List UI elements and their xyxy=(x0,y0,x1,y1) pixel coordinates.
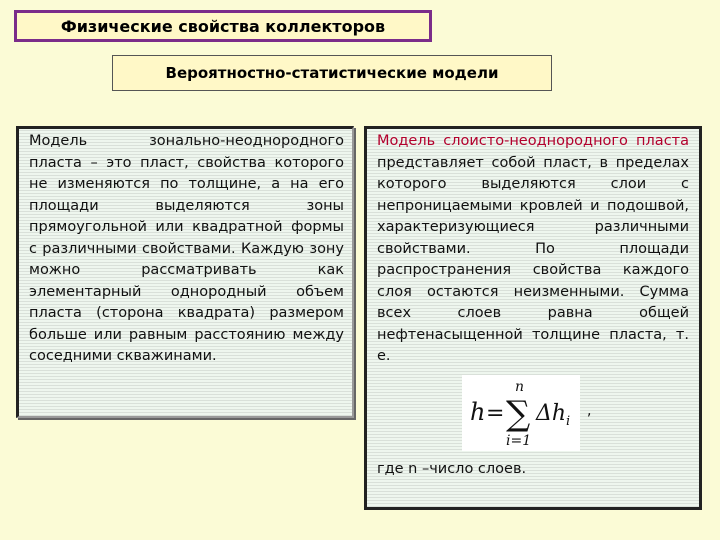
layered-model-text: представляет собой пласт, в пределах которого выделяются слои с непроницаемыми кровлей и подошвой, характеризующиеся различными свойствами. По площади распространения свойства каждого слоя остаются неизменными. Сумма всех слоев равна общей нефтенасыщенной толщине пласта, т. е. xyxy=(377,154,689,364)
formula-comma: , xyxy=(587,403,592,419)
formula-lower-limit: i=1 xyxy=(506,433,532,449)
section-subtitle-text: Вероятностно-статистические модели xyxy=(165,64,499,82)
layered-model-paragraph xyxy=(377,131,689,368)
formula-equals: = xyxy=(486,401,505,426)
layered-model-panel xyxy=(364,126,702,510)
zonal-model-panel xyxy=(16,126,354,418)
section-subtitle xyxy=(112,55,552,91)
formula-lhs: h xyxy=(470,398,486,426)
formula-footnote: где n –число слоев. xyxy=(377,461,527,477)
layered-model-term: Модель слоисто-неоднородного пласта xyxy=(377,133,689,149)
formula-sum-symbol: ∑ xyxy=(506,394,531,434)
slide-title xyxy=(14,10,432,42)
slide-title-text: Физические свойства коллекторов xyxy=(60,16,386,36)
formula-upper-limit: n xyxy=(515,379,525,395)
sum-formula-graphic xyxy=(462,375,580,451)
zonal-model-text: Модель зонально-неоднородного пласта – это пласт, свойства которого не изменяются по толщине, а на его площади выделяются зоны прямоугольной или квадратной формы с различными свойствами. Каждую зону можно рассматривать как элементарный однородный объем пласта (сторона квадрата) размером больше или равным расстоянию между соседними скважинами. xyxy=(29,133,344,364)
sum-formula xyxy=(462,375,580,451)
formula-subscript: i xyxy=(566,414,571,429)
formula-term: Δh xyxy=(536,401,567,426)
